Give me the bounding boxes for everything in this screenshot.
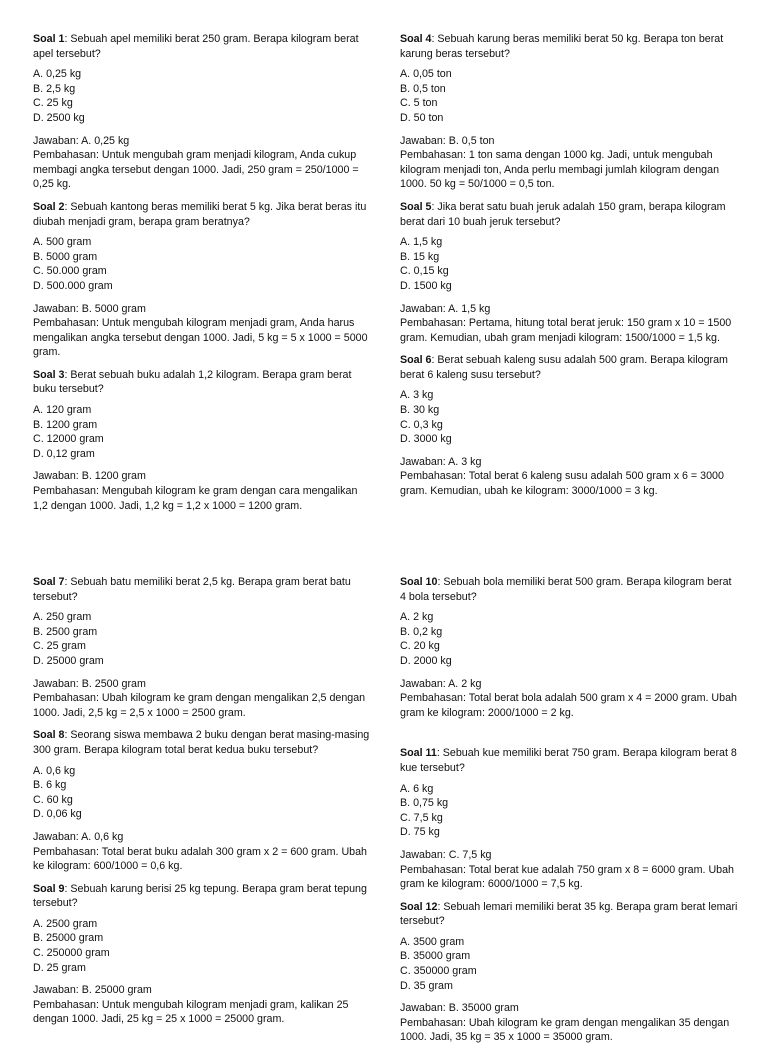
option: B. 30 kg <box>400 404 440 417</box>
option: D. 0,12 gram <box>33 447 95 460</box>
option: A. 0,05 ton <box>400 68 452 81</box>
question-body: : Sebuah kantong beras memiliki berat 5 kg. Jika berat beras itu diubah menjadi gram, berapa gram beratnya? <box>33 200 367 228</box>
question-body: : Berat sebuah kaleng susu adalah 500 gram. Berapa kilogram berat 6 kaleng susu tersebut? <box>400 354 728 381</box>
question-text <box>33 200 371 229</box>
explanation: Pembahasan: Total berat 6 kaleng susu adalah 500 gram x 6 = 3000 gram. Kemudian, ubah ke kilogram: 3000/1000 = 3 kg. <box>400 470 724 498</box>
options-list <box>400 935 738 993</box>
question-8 <box>33 728 371 873</box>
options-list <box>400 782 738 840</box>
question-body: : Sebuah kue memiliki berat 750 gram. Berapa kilogram berat 8 kue tersebut? <box>400 747 737 774</box>
question-body: : Sebuah karung beras memiliki berat 50 kg. Berapa ton berat karung beras tersebut? <box>400 33 724 60</box>
option: A. 2500 gram <box>33 917 98 930</box>
option: B. 25000 gram <box>33 932 104 945</box>
option: B. 0,2 kg <box>400 625 443 638</box>
question-text <box>33 728 371 757</box>
option: D. 2000 kg <box>400 654 452 667</box>
column-top-left <box>33 32 371 521</box>
option: C. 5 ton <box>400 97 438 110</box>
question-2 <box>33 200 371 360</box>
option: C. 25 gram <box>33 640 86 653</box>
question-11 <box>400 746 738 891</box>
question-label: Soal 3 <box>33 368 65 381</box>
question-text <box>33 882 371 911</box>
options-list <box>33 67 371 125</box>
question-label: Soal 5 <box>400 200 432 213</box>
option: D. 2500 kg <box>33 111 85 124</box>
question-6 <box>400 353 738 498</box>
option: B. 2,5 kg <box>33 82 76 95</box>
option: D. 1500 kg <box>400 279 452 292</box>
question-3 <box>33 368 371 513</box>
option: D. 35 gram <box>400 979 453 992</box>
option: B. 15 kg <box>400 250 440 263</box>
answer: Jawaban: A. 3 kg <box>400 455 482 468</box>
option: C. 0,3 kg <box>400 418 443 431</box>
question-9 <box>33 882 371 1027</box>
option: A. 500 gram <box>33 236 92 249</box>
option: C. 50.000 gram <box>33 265 107 278</box>
option: D. 25 gram <box>33 961 86 974</box>
question-text <box>400 746 738 775</box>
question-body: : Sebuah apel memiliki berat 250 gram. Berapa kilogram berat apel tersebut? <box>33 33 359 60</box>
question-body: : Sebuah bola memiliki berat 500 gram. Berapa kilogram berat 4 bola tersebut? <box>400 576 732 603</box>
option: A. 0,6 kg <box>33 764 76 777</box>
explanation: Pembahasan: Ubah kilogram ke gram dengan mengalikan 2,5 dengan 1000. Jadi, 2,5 kg = 2,5 x 1000 = 2500 gram. <box>33 692 366 719</box>
option: C. 7,5 kg <box>400 811 443 824</box>
options-list <box>33 610 371 668</box>
question-body: : Sebuah lemari memiliki berat 35 kg. Berapa gram berat lemari tersebut? <box>400 900 738 928</box>
answer: Jawaban: B. 5000 gram <box>33 302 146 315</box>
explanation: Pembahasan: Ubah kilogram ke gram dengan mengalikan 35 dengan 1000. Jadi, 35 kg = 35 x 1000 = 35000 gram. <box>400 1016 730 1044</box>
option: C. 350000 gram <box>400 965 477 978</box>
options-list <box>33 764 371 822</box>
answer: Jawaban: B. 2500 gram <box>33 677 146 690</box>
explanation: Pembahasan: 1 ton sama dengan 1000 kg. Jadi, untuk mengubah kilogram menjadi ton, Anda perlu membagi jumlah kilogram dengan 1000. 50 kg = 50/1000 = 0,5 ton. <box>400 149 720 191</box>
option: A. 0,25 kg <box>33 68 82 81</box>
answer: Jawaban: A. 0,25 kg <box>33 134 130 147</box>
explanation: Pembahasan: Untuk mengubah kilogram menjadi gram, kalikan 25 dengan 1000. Jadi, 25 kg = 25 x 1000 = 25000 gram. <box>33 998 349 1026</box>
options-list <box>400 235 738 293</box>
question-7 <box>33 575 371 720</box>
question-label: Soal 7 <box>33 576 65 588</box>
option: D. 25000 gram <box>33 654 104 667</box>
explanation: Pembahasan: Total berat kue adalah 750 gram x 8 = 6000 gram. Ubah gram ke kilogram: 6000/1000 = 7,5 kg. <box>400 863 735 891</box>
question-label: Soal 12 <box>400 900 438 913</box>
question-body: : Sebuah batu memiliki berat 2,5 kg. Berapa gram berat batu tersebut? <box>33 576 351 603</box>
option: B. 5000 gram <box>33 250 98 263</box>
question-12 <box>400 900 738 1045</box>
question-label: Soal 9 <box>33 882 65 895</box>
option: D. 75 kg <box>400 826 440 839</box>
answer: Jawaban: C. 7,5 kg <box>400 848 492 861</box>
explanation: Pembahasan: Total berat buku adalah 300 gram x 2 = 600 gram. Ubah ke kilogram: 600/1000 = 0,6 kg. <box>33 845 368 873</box>
question-text <box>33 368 371 397</box>
option: B. 6 kg <box>33 779 67 792</box>
option: C. 25 kg <box>33 97 73 110</box>
explanation: Pembahasan: Mengubah kilogram ke gram dengan cara mengalikan 1,2 dengan 1000. Jadi, 1,2 kg = 1,2 x 1000 = 1200 gram. <box>33 485 358 512</box>
question-text <box>400 353 738 382</box>
option: C. 20 kg <box>400 640 440 653</box>
option: A. 6 kg <box>400 782 434 795</box>
options-list <box>400 67 738 125</box>
question-body: : Sebuah karung berisi 25 kg tepung. Berapa gram berat tepung tersebut? <box>33 882 367 910</box>
option: B. 0,75 kg <box>400 797 449 810</box>
question-1 <box>33 32 371 192</box>
explanation: Pembahasan: Pertama, hitung total berat jeruk: 150 gram x 10 = 1500 gram. Kemudian, ubah gram menjadi kilogram: 1500/1000 = 1,5 kg. <box>400 317 732 344</box>
question-label: Soal 10 <box>400 576 438 588</box>
option: A. 3500 gram <box>400 935 465 948</box>
option: C. 0,15 kg <box>400 265 449 278</box>
question-5 <box>400 200 738 345</box>
option: D. 0,06 kg <box>33 808 82 821</box>
question-label: Soal 4 <box>400 33 432 45</box>
answer: Jawaban: B. 1200 gram <box>33 470 146 483</box>
question-text <box>400 900 738 929</box>
option: A. 3 kg <box>400 389 434 402</box>
column-bottom-left <box>33 575 371 1035</box>
option: D. 3000 kg <box>400 433 452 446</box>
question-label: Soal 8 <box>33 729 65 742</box>
answer: Jawaban: A. 2 kg <box>400 677 482 690</box>
question-4 <box>400 32 738 192</box>
options-list <box>33 917 371 975</box>
answer: Jawaban: B. 35000 gram <box>400 1002 519 1015</box>
option: D. 50 ton <box>400 111 444 124</box>
options-list <box>400 610 738 668</box>
question-body: : Seorang siswa membawa 2 buku dengan berat masing-masing 300 gram. Berapa kilogram total berat kedua buku tersebut? <box>33 729 370 756</box>
option: B. 1200 gram <box>33 418 98 431</box>
question-label: Soal 6 <box>400 354 432 367</box>
answer: Jawaban: A. 1,5 kg <box>400 302 491 315</box>
option: A. 250 gram <box>33 611 92 624</box>
question-text <box>33 32 371 61</box>
answer: Jawaban: B. 25000 gram <box>33 984 152 997</box>
question-body: : Berat sebuah buku adalah 1,2 kilogram. Berapa gram berat buku tersebut? <box>33 368 352 396</box>
option: A. 1,5 kg <box>400 236 443 249</box>
option: A. 120 gram <box>33 404 92 417</box>
option: C. 12000 gram <box>33 433 104 446</box>
answer: Jawaban: B. 0,5 ton <box>400 134 495 147</box>
question-text <box>33 575 371 604</box>
option: B. 2500 gram <box>33 625 98 638</box>
answer: Jawaban: A. 0,6 kg <box>33 830 124 843</box>
question-text <box>400 32 738 61</box>
option: D. 500.000 gram <box>33 279 113 292</box>
explanation: Pembahasan: Untuk mengubah gram menjadi kilogram, Anda cukup membagi angka tersebut dengan 1000. Jadi, 250 gram = 250/1000 = 0,25 kg. <box>33 149 359 191</box>
option: C. 60 kg <box>33 793 73 806</box>
question-10 <box>400 575 738 720</box>
column-bottom-right <box>400 575 738 1053</box>
option: B. 0,5 ton <box>400 82 446 95</box>
column-top-right <box>400 32 738 507</box>
option: B. 35000 gram <box>400 950 471 963</box>
explanation: Pembahasan: Total berat bola adalah 500 gram x 4 = 2000 gram. Ubah gram ke kilogram: 2000/1000 = 2 kg. <box>400 692 737 719</box>
question-label: Soal 2 <box>33 200 65 213</box>
options-list <box>400 388 738 446</box>
question-label: Soal 11 <box>400 747 437 760</box>
option: A. 2 kg <box>400 611 434 624</box>
explanation: Pembahasan: Untuk mengubah kilogram menjadi gram, Anda harus mengalikan angka tersebut dengan 1000. Jadi, 5 kg = 5 x 1000 = 5000 gram. <box>33 317 368 359</box>
options-list <box>33 235 371 293</box>
question-body: : Jika berat satu buah jeruk adalah 150 gram, berapa kilogram berat dari 10 buah jeruk tersebut? <box>400 200 726 228</box>
question-text <box>400 575 738 604</box>
options-list <box>33 403 371 461</box>
question-label: Soal 1 <box>33 33 65 45</box>
option: C. 250000 gram <box>33 947 110 960</box>
question-text <box>400 200 738 229</box>
